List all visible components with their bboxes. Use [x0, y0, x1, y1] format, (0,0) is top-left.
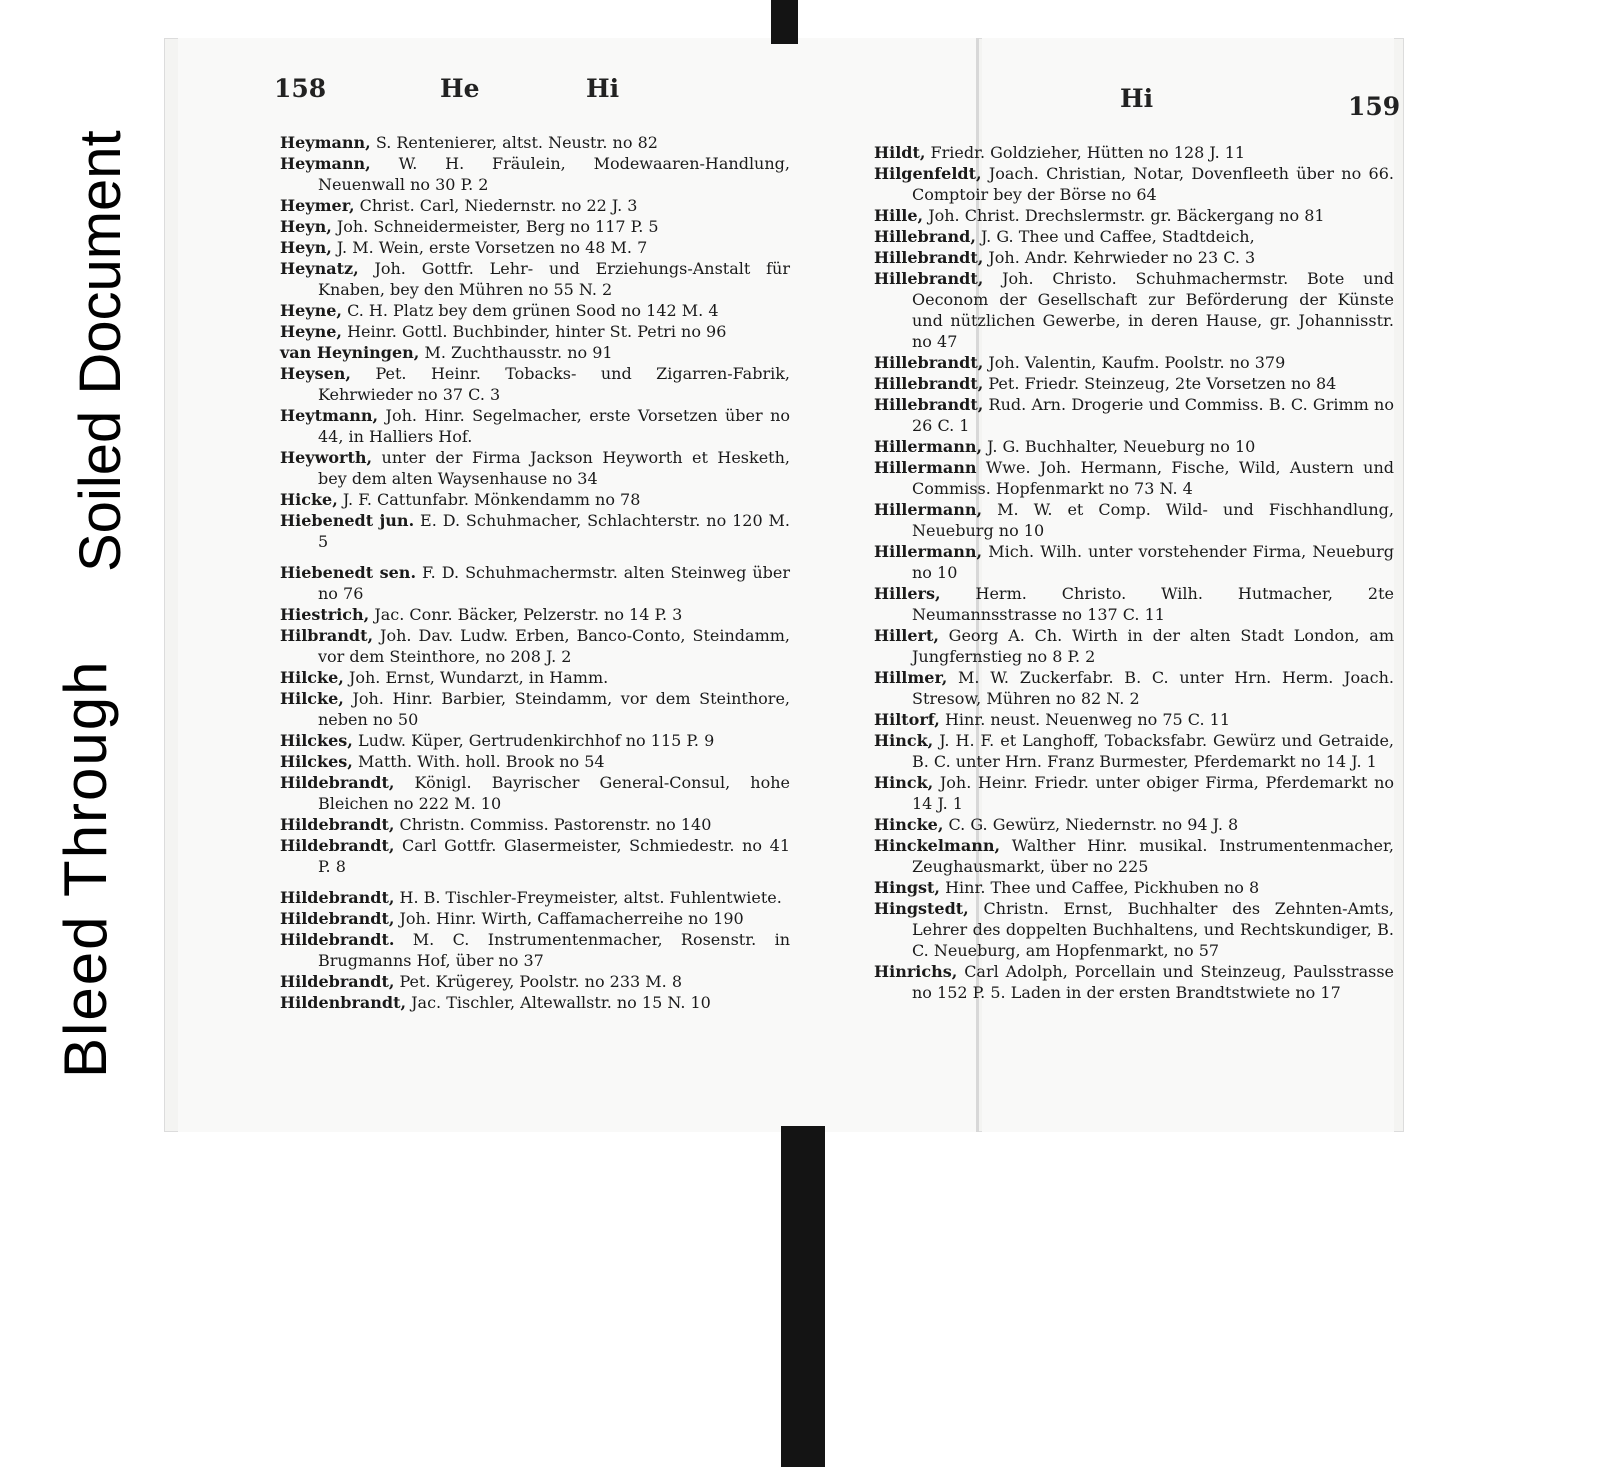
entry-name: van Heyningen, [280, 343, 420, 362]
entry-details: unter der Firma Jackson Heyworth et Hesketh, bey dem alten Waysenhause no 34 [318, 448, 790, 488]
directory-entry [874, 352, 1394, 373]
directory-entry [874, 772, 1394, 814]
directory-entry [280, 405, 790, 447]
entry-name: Hilckes, [280, 752, 353, 771]
entry-details: Christn. Commiss. Pastorenstr. no 140 [394, 815, 712, 834]
directory-entry [280, 814, 790, 835]
entry-details: M. C. Instrumentenmacher, Rosenstr. in Brugmanns Hof, über no 37 [318, 930, 790, 970]
entry-name: Hildebrandt, [280, 888, 395, 907]
entry-name: Hildebrandt, [280, 836, 395, 855]
entry-details: Pet. Krügerey, Poolstr. no 233 M. 8 [394, 972, 683, 991]
directory-entry [874, 625, 1394, 667]
entry-name: Hilckes, [280, 731, 353, 750]
directory-entry [280, 447, 790, 489]
entry-details: Rud. Arn. Drogerie und Commiss. B. C. Grimm no 26 C. 1 [912, 395, 1394, 435]
directory-entry [874, 583, 1394, 625]
binding-shadow-bottom [781, 1126, 825, 1467]
entry-details: Wwe. Joh. Hermann, Fische, Wild, Austern und Commiss. Hopfenmarkt no 73 N. 4 [912, 458, 1394, 498]
entry-details: Jac. Tischler, Altewallstr. no 15 N. 10 [406, 993, 711, 1012]
entry-name: Heytmann, [280, 406, 379, 425]
entry-name: Hillebrandt, [874, 395, 984, 414]
directory-entry [280, 667, 790, 688]
entry-details: M. W. et Comp. Wild- und Fischhandlung, Neueburg no 10 [912, 500, 1394, 540]
directory-entry [280, 258, 790, 300]
entry-details: Walther Hinr. musikal. Instrumentenmacher, Zeughausmarkt, über no 225 [912, 836, 1394, 876]
directory-entry [874, 499, 1394, 541]
directory-entry [280, 342, 790, 363]
entry-details: C. G. Gewürz, Niedernstr. no 94 J. 8 [943, 815, 1239, 834]
entry-details: C. H. Platz bey dem grünen Sood no 142 M. 4 [341, 301, 719, 320]
entry-name: Hingstedt, [874, 899, 969, 918]
entry-name: Hillert, [874, 626, 939, 645]
entry-details: M. W. Zuckerfabr. B. C. unter Hrn. Herm. Joach. Stresow, Mühren no 82 N. 2 [912, 668, 1394, 708]
entry-details: Christ. Carl, Niedernstr. no 22 J. 3 [354, 196, 638, 215]
entry-name: Hillers, [874, 584, 941, 603]
directory-entry [874, 667, 1394, 709]
bleed-through-label: Bleed Through [52, 659, 119, 1078]
entry-details: J. G. Buchhalter, Neueburg no 10 [982, 437, 1256, 456]
entry-details: Hinr. Thee und Caffee, Pickhuben no 8 [939, 878, 1260, 897]
entry-name: Hildebrandt, [280, 909, 395, 928]
entry-name: Hinrichs, [874, 962, 958, 981]
directory-entry [280, 153, 790, 195]
entry-name: Hillebrandt, [874, 353, 984, 372]
entry-name: Hillermann, [874, 542, 983, 561]
directory-entry [280, 929, 790, 971]
entry-name: Hillebrandt, [874, 269, 984, 288]
entry-name: Heymann, [280, 154, 371, 173]
entry-details: W. H. Fräulein, Modewaaren-Handlung, Neuenwall no 30 P. 2 [318, 154, 790, 194]
entry-details: Pet. Heinr. Tobacks- und Zigarren-Fabrik, Kehrwieder no 37 C. 3 [318, 364, 790, 404]
left-head-hi: Hi [586, 74, 620, 103]
entry-details: Ludw. Küper, Gertrudenkirchhof no 115 P. 9 [352, 731, 715, 750]
entry-details: E. D. Schuhmacher, Schlachterstr. no 120 M. 5 [318, 511, 790, 551]
left-page-number: 158 [274, 74, 327, 103]
entry-name: Hildebrandt, [280, 815, 395, 834]
directory-entry [280, 908, 790, 929]
entry-name: Hille, [874, 206, 924, 225]
directory-entry [874, 268, 1394, 352]
directory-entry [280, 835, 790, 877]
entry-details: F. D. Schuhmachermstr. alten Steinweg über no 76 [318, 563, 791, 603]
right-head-hi: Hi [1120, 84, 1154, 113]
directory-entry [280, 195, 790, 216]
right-entries-list [874, 142, 1394, 1003]
entry-details: Matth. With. holl. Brook no 54 [352, 752, 605, 771]
directory-entry [280, 887, 790, 908]
directory-entry [280, 300, 790, 321]
entry-details: S. Rentenierer, altst. Neustr. no 82 [370, 133, 658, 152]
entry-details: Carl Adolph, Porcellain und Steinzeug, Paulsstrasse no 152 P. 5. Laden in der ersten Brandtstwiete no 17 [912, 962, 1394, 1002]
directory-entry [280, 510, 790, 552]
directory-entry [874, 373, 1394, 394]
entry-name: Hildebrandt, [280, 972, 395, 991]
entry-details: Königl. Bayrischer General-Consul, hohe Bleichen no 222 M. 10 [318, 773, 790, 813]
entry-details: Joh. Dav. Ludw. Erben, Banco-Conto, Steindamm, vor dem Steinthore, no 208 J. 2 [318, 626, 790, 666]
entry-details: Georg A. Ch. Wirth in der alten Stadt London, am Jungfernstieg no 8 P. 2 [912, 626, 1394, 666]
entry-name: Heymer, [280, 196, 355, 215]
directory-entry [280, 604, 790, 625]
entry-details: Heinr. Gottl. Buchbinder, hinter St. Petri no 96 [341, 322, 727, 341]
soiled-document-label: Soiled Document [68, 130, 133, 572]
entry-name: Hilbrandt, [280, 626, 374, 645]
entry-name: Hildebrandt. [280, 930, 395, 949]
directory-entry [874, 163, 1394, 205]
entry-details: Joh. Schneidermeister, Berg no 117 P. 5 [331, 217, 659, 236]
entry-details: Christn. Ernst, Buchhalter des Zehnten-Amts, Lehrer des doppelten Buchhaltens, und Rechtskundiger, B. C. Neueburg, am Hopfenmarkt, no 57 [912, 899, 1394, 960]
directory-entry [280, 751, 790, 772]
directory-entry [874, 898, 1394, 961]
entry-details: Joh. Andr. Kehrwieder no 23 C. 3 [983, 248, 1256, 267]
entry-details: Joh. Christ. Drechslermstr. gr. Bäckergang no 81 [923, 206, 1325, 225]
entry-name: Hildenbrandt, [280, 993, 407, 1012]
entry-name: Hiebenedt sen. [280, 563, 417, 582]
directory-entry [280, 489, 790, 510]
directory-entry [280, 688, 790, 730]
entry-name: Hilgenfeldt, [874, 164, 982, 183]
directory-entry [874, 961, 1394, 1003]
entry-name: Hillebrand, [874, 227, 976, 246]
entry-name: Hilcke, [280, 689, 344, 708]
entry-name: Heymann, [280, 133, 371, 152]
entry-name: Hincke, [874, 815, 944, 834]
directory-entry [874, 835, 1394, 877]
binding-shadow-top [771, 0, 798, 44]
directory-entry [280, 216, 790, 237]
entry-name: Heyn, [280, 217, 332, 236]
directory-entry [874, 814, 1394, 835]
entry-name: Hildt, [874, 143, 926, 162]
entry-details: Pet. Friedr. Steinzeug, 2te Vorsetzen no 84 [983, 374, 1337, 393]
entry-details: Herm. Christo. Wilh. Hutmacher, 2te Neumannsstrasse no 137 C. 11 [912, 584, 1394, 624]
directory-entry [280, 730, 790, 751]
directory-entry [874, 226, 1394, 247]
directory-entry [280, 625, 790, 667]
entry-details: Jac. Conr. Bäcker, Pelzerstr. no 14 P. 3 [369, 605, 683, 624]
directory-entry [874, 247, 1394, 268]
entry-name: Hiestrich, [280, 605, 370, 624]
entry-details: H. B. Tischler-Freymeister, altst. Fuhlentwiete. [394, 888, 782, 907]
entry-name: Heysen, [280, 364, 351, 383]
entry-details: Carl Gottfr. Glasermeister, Schmiedestr. no 41 P. 8 [318, 836, 790, 876]
entry-details: J. M. Wein, erste Vorsetzen no 48 M. 7 [331, 238, 648, 257]
directory-entry [874, 877, 1394, 898]
right-page-number: 159 [1348, 92, 1401, 121]
entry-details: M. Zuchthausstr. no 91 [419, 343, 613, 362]
entry-details: Joh. Ernst, Wundarzt, in Hamm. [343, 668, 609, 687]
entry-name: Heyworth, [280, 448, 373, 467]
directory-entry [874, 394, 1394, 436]
entry-details: Joh. Valentin, Kaufm. Poolstr. no 379 [983, 353, 1286, 372]
entry-name: Hinck, [874, 731, 934, 750]
entry-name: Hiltorf, [874, 710, 940, 729]
directory-entry [874, 457, 1394, 499]
directory-entry [280, 971, 790, 992]
entry-details: J. H. F. et Langhoff, Tobacksfabr. Gewürz und Getraide, B. C. unter Hrn. Franz Burmester, Pferdemarkt no 14 J. 1 [912, 731, 1394, 771]
directory-entry [280, 237, 790, 258]
entry-name: Heyne, [280, 322, 342, 341]
directory-entry [280, 363, 790, 405]
directory-entry [280, 132, 790, 153]
entry-name: Hildebrandt, [280, 773, 395, 792]
entry-name: Hiebenedt jun. [280, 511, 415, 530]
entry-details: Joh. Christo. Schuhmachermstr. Bote und Oeconom der Gesellschaft zur Beförderung der Künste und nützlichen Gewerbe, in deren Hause, gr. Johannisstr. no 47 [912, 269, 1394, 351]
directory-entry [874, 205, 1394, 226]
directory-entry [280, 772, 790, 814]
entry-name: Hillmer, [874, 668, 948, 687]
directory-entry [280, 992, 790, 1013]
entry-details: Joh. Hinr. Segelmacher, erste Vorsetzen über no 44, in Halliers Hof. [318, 406, 790, 446]
directory-entry [874, 730, 1394, 772]
entry-name: Heyne, [280, 301, 342, 320]
entry-details: J. G. Thee und Caffee, Stadtdeich, [975, 227, 1255, 246]
entry-name: Hillermann, [874, 437, 983, 456]
entry-details: Hinr. neust. Neuenweg no 75 C. 11 [939, 710, 1230, 729]
entry-name: Heyn, [280, 238, 332, 257]
entry-details: Mich. Wilh. unter vorstehender Firma, Neueburg no 10 [912, 542, 1394, 582]
directory-entry [874, 709, 1394, 730]
entry-details: Friedr. Goldzieher, Hütten no 128 J. 11 [925, 143, 1246, 162]
entry-details: Joh. Hinr. Barbier, Steindamm, vor dem Steinthore, neben no 50 [318, 689, 790, 729]
entry-name: Hinck, [874, 773, 934, 792]
entry-name: Hillebrandt, [874, 248, 984, 267]
entry-name: Hillermann, [874, 500, 983, 519]
directory-entry [280, 562, 790, 604]
entry-details: Joh. Hinr. Wirth, Caffamacherreihe no 190 [394, 909, 744, 928]
entry-details: Joh. Gottfr. Lehr- und Erziehungs-Anstalt für Knaben, bey den Mühren no 55 N. 2 [318, 259, 790, 299]
directory-entry [874, 541, 1394, 583]
directory-entry [280, 321, 790, 342]
entry-name: Hillebrandt, [874, 374, 984, 393]
entry-details: Joh. Heinr. Friedr. unter obiger Firma, Pferdemarkt no 14 J. 1 [912, 773, 1394, 813]
entry-details: Joach. Christian, Notar, Dovenfleeth über no 66. Comptoir bey der Börse no 64 [912, 164, 1394, 204]
left-head-he: He [440, 74, 480, 103]
entry-name: Hinckelmann, [874, 836, 1001, 855]
directory-entry [874, 436, 1394, 457]
entry-name: Hillermann [874, 458, 977, 477]
left-entries-list [280, 132, 790, 1013]
directory-entry [874, 142, 1394, 163]
entry-name: Hicke, [280, 490, 338, 509]
entry-details: J. F. Cattunfabr. Mönkendamm no 78 [337, 490, 641, 509]
entry-name: Hingst, [874, 878, 940, 897]
entry-name: Heynatz, [280, 259, 359, 278]
entry-name: Hilcke, [280, 668, 344, 687]
